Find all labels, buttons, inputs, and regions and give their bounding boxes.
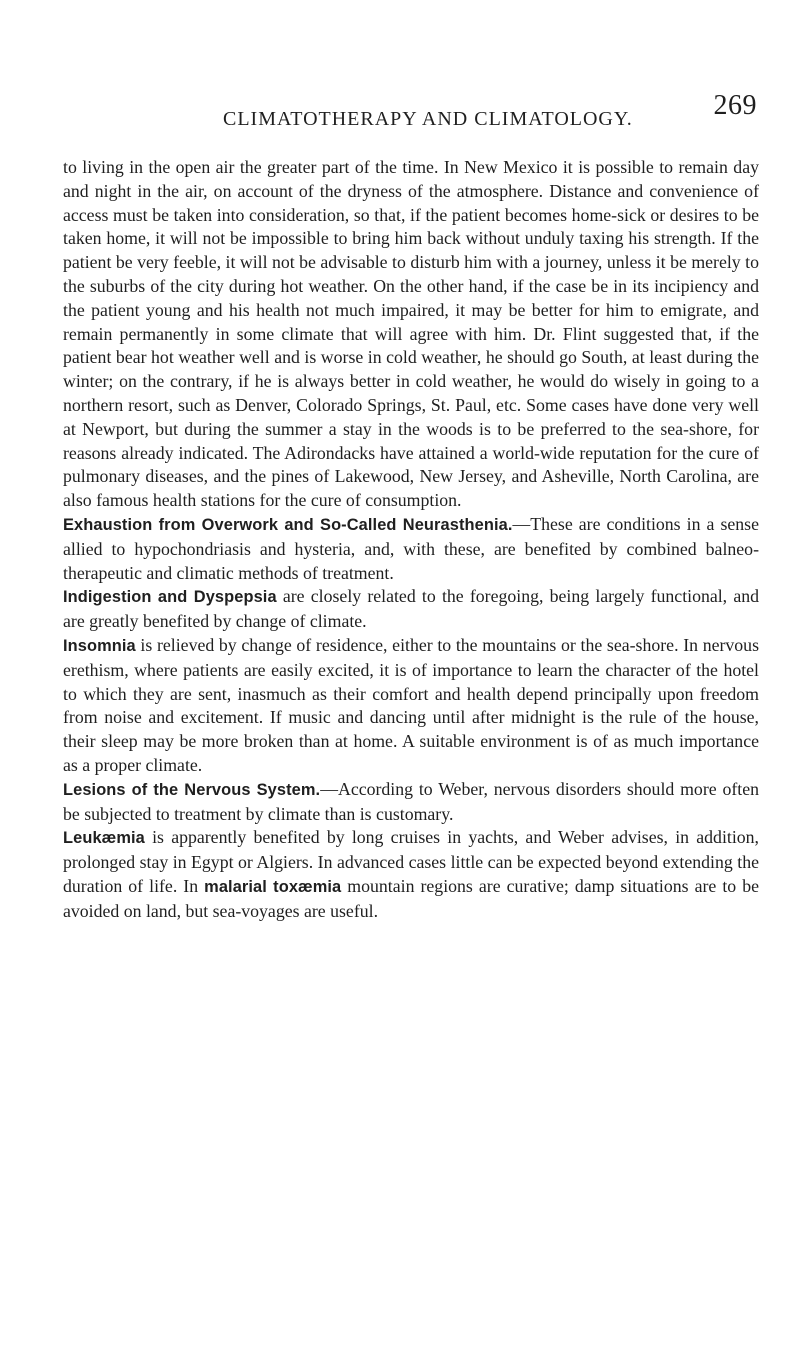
paragraph-text: —According to Weber, nervous disorders should more often be subjected to treatment by climate than is customary.: [63, 778, 759, 824]
paragraph-text: —These are conditions in a sense allied to hypochondriasis and hysteria, and, with these, are benefited by combined balneo-therapeutic and climatic methods of treatment.: [63, 513, 759, 583]
paragraph-neurasthenia: [63, 513, 759, 585]
running-title: CLIMATOTHERAPY AND CLIMATOLOGY.: [223, 108, 633, 130]
page-number: 269: [713, 90, 757, 121]
section-heading: Insomnia: [63, 636, 136, 655]
paragraph-consumption: [63, 156, 759, 513]
paragraph-dyspepsia: [63, 585, 759, 634]
paragraph-text: to living in the open air the greater part of the time. In New Mexico it is possible to remain day and night in the air, on account of the dryness of the atmosphere. Distance and convenience of access must be taken into consideration, so that, if the patient becomes home-sick or desires to be taken home, it will not be impossible to bring him back without unduly taxing his strength. If the patient be very feeble, it will not be advisable to disturb him with a journey, unless it be merely to the suburbs of the city during hot weather. On the other hand, if the case be in its incipiency and the patient young and his health not much impaired, it may be better for him to emigrate, and remain permanently in some climate that will agree with him. Dr. Flint suggested that, if the patient bear hot weather well and is worse in cold weather, he should go South, at least during the winter; on the contrary, if he is always better in cold weather, he would do wisely in going to a northern resort, such as Denver, Colorado Springs, St. Paul, etc. Some cases have done very well at Newport, but during the summer a stay in the woods is to be preferred to the sea-shore, for reasons already indicated. The Adirondacks have attained a world-wide reputation for the cure of pulmonary diseases, and the pines of Lakewood, New Jersey, and Asheville, North Carolina, are also famous health stations for the cure of consumption.: [63, 157, 759, 511]
section-heading: Lesions of the Nervous System.: [63, 780, 321, 799]
running-head: [63, 92, 759, 142]
section-heading: Indigestion and Dyspepsia: [63, 588, 277, 607]
section-heading: Leukæmia: [63, 829, 145, 848]
inline-heading: malarial toxæmia: [204, 877, 342, 896]
section-heading: Exhaustion from Overwork and So-Called Neurasthenia.: [63, 515, 513, 534]
paragraph-nervous-system: [63, 778, 759, 827]
paragraph-text: mountain regions are curative; damp situations are to be avoided on land, but sea-voyages are useful.: [63, 875, 759, 921]
paragraph-text: are closely related to the foregoing, being largely functional, and are greatly benefited by change of climate.: [63, 586, 760, 632]
paragraph-leukaemia: [63, 826, 759, 923]
paragraph-text: is relieved by change of residence, either to the mountains or the sea-shore. In nervous erethism, where patients are easily excited, it is of importance to learn the character of the hotel to which they are sent, inasmuch as their comfort and health depend principally upon freedom from noise and excitement. If music and dancing until after midnight is the rule of the house, their sleep may be more broken than at home. A suitable environment is of as much importance as a proper climate.: [63, 634, 759, 775]
paragraph-insomnia: [63, 634, 759, 778]
body-text: [63, 156, 759, 924]
paragraph-text: is apparently benefited by long cruises in yachts, and Weber advises, in addition, prolonged stay in Egypt or Algiers. In advanced cases little can be expected beyond extending the duration of life. In: [63, 827, 759, 896]
